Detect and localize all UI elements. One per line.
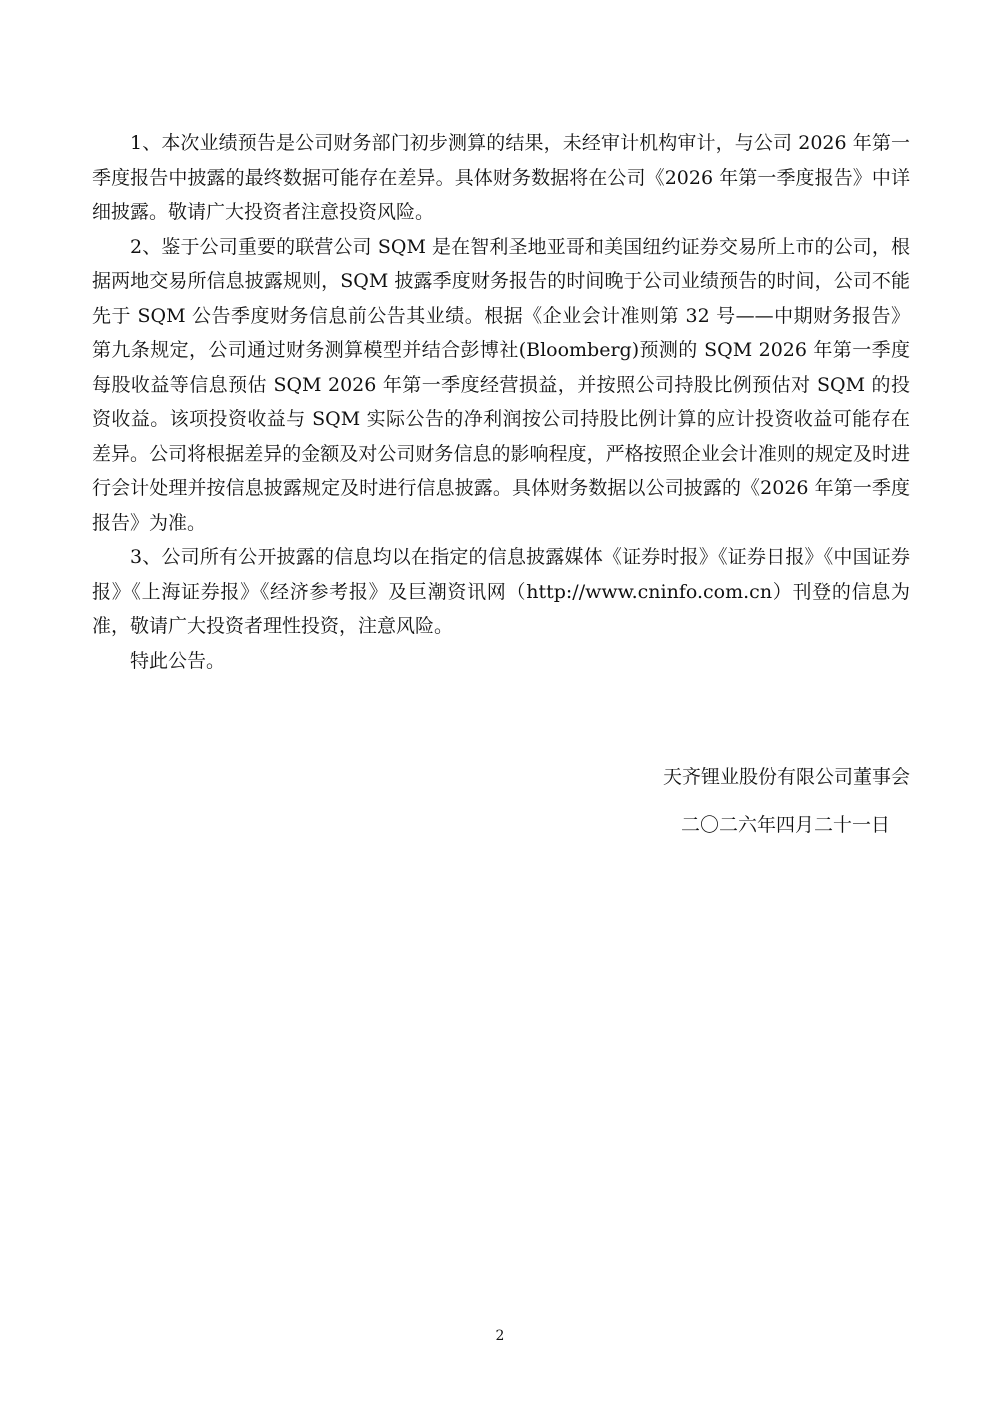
signature-company: 天齐锂业股份有限公司董事会	[662, 766, 910, 788]
document-body	[92, 126, 910, 678]
signature-block	[663, 765, 910, 837]
paragraph-1: 1、本次业绩预告是公司财务部门初步测算的结果，未经审计机构审计，与公司 2026 年第一季度报告中披露的最终数据可能存在差异。具体财务数据将在公司《2026 年第一季度报告》中详细披露。敬请广大投资者注意投资风险。	[92, 132, 910, 223]
signature-date: 二〇二六年四月二十一日	[680, 814, 890, 836]
page-number: 2	[495, 1328, 505, 1344]
paragraph-2: 2、鉴于公司重要的联营公司 SQM 是在智利圣地亚哥和美国纽约证券交易所上市的公司，根据两地交易所信息披露规则，SQM 披露季度财务报告的时间晚于公司业绩预告的时间，公司不能先于 SQM 公告季度财务信息前公告其业绩。根据《企业会计准则第 32 号——中期财务报告》第九条规定，公司通过财务测算模型并结合彭博社(Bloomberg)预测的 SQM 2026 年第一季度每股收益等信息预估 SQM 2026 年第一季度经营损益，并按照公司持股比例预估对 SQM 的投资收益。该项投资收益与 SQM 实际公告的净利润按公司持股比例计算的应计投资收益可能存在差异。公司将根据差异的金额及对公司财务信息的影响程度，严格按照企业会计准则的规定及时进行会计处理并按信息披露规定及时进行信息披露。具体财务数据以公司披露的《2026 年第一季度报告》为准。	[92, 235, 910, 534]
closing-statement: 特此公告。	[130, 649, 226, 672]
paragraph-3: 3、公司所有公开披露的信息均以在指定的信息披露媒体《证券时报》《证券日报》《中国证券报》《上海证券报》《经济参考报》及巨潮资讯网（http://www.cninfo.com.cn）刊登的信息为准，敬请广大投资者理性投资，注意风险。	[92, 546, 910, 637]
